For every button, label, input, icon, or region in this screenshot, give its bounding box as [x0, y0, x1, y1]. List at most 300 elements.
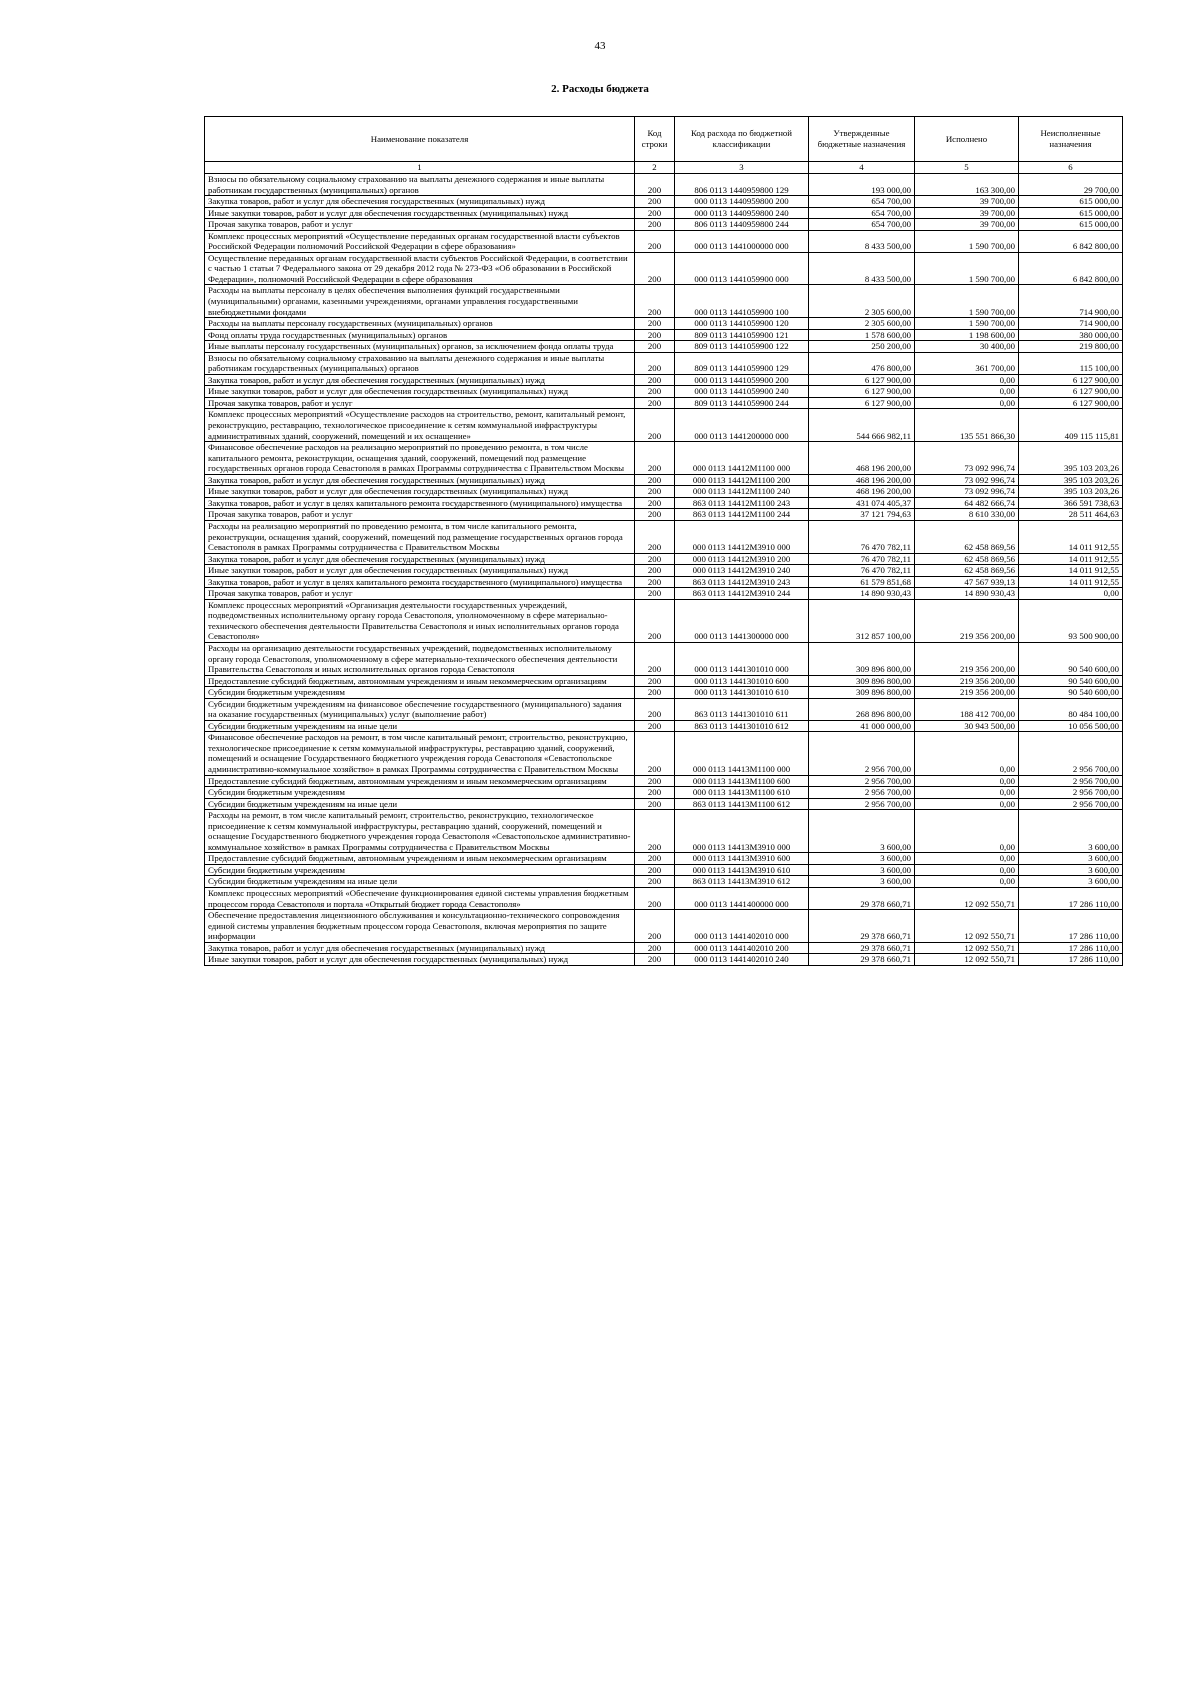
row-approved-cell: 3 600,00 [809, 810, 915, 853]
table-row [205, 599, 1123, 642]
row-name-cell: Иные закупки товаров, работ и услуг для обеспечения государственных (муниципальных) нужд [205, 954, 635, 966]
row-line-code-cell: 200 [635, 553, 675, 565]
row-line-code-cell: 200 [635, 942, 675, 954]
row-line-code-cell: 200 [635, 352, 675, 374]
row-classification-code-cell: 000 0113 14412M1100 200 [675, 474, 809, 486]
row-unexecuted-cell: 2 956 700,00 [1019, 787, 1123, 799]
table-row [205, 732, 1123, 775]
row-unexecuted-cell: 6 842 800,00 [1019, 252, 1123, 285]
table-row [205, 207, 1123, 219]
table-row [205, 374, 1123, 386]
row-classification-code-cell: 000 0113 1440959800 240 [675, 207, 809, 219]
row-approved-cell: 193 000,00 [809, 174, 915, 196]
row-approved-cell: 14 890 930,43 [809, 588, 915, 600]
row-executed-cell: 12 092 550,71 [915, 888, 1019, 910]
section-title: 2. Расходы бюджета [551, 83, 649, 95]
table-header-row [205, 117, 1123, 162]
table-row [205, 252, 1123, 285]
row-unexecuted-cell: 714 900,00 [1019, 318, 1123, 330]
table-row [205, 787, 1123, 799]
table-row [205, 497, 1123, 509]
row-line-code-cell: 200 [635, 876, 675, 888]
row-approved-cell: 468 196 200,00 [809, 474, 915, 486]
row-name-cell: Субсидии бюджетным учреждениям на иные цели [205, 720, 635, 732]
row-approved-cell: 3 600,00 [809, 864, 915, 876]
row-executed-cell: 73 092 996,74 [915, 474, 1019, 486]
table-row [205, 888, 1123, 910]
row-executed-cell: 361 700,00 [915, 352, 1019, 374]
row-unexecuted-cell: 714 900,00 [1019, 285, 1123, 318]
table-row [205, 698, 1123, 720]
row-name-cell: Субсидии бюджетным учреждениям [205, 687, 635, 699]
row-name-cell: Расходы на выплаты персоналу государственных (муниципальных) органов [205, 318, 635, 330]
row-line-code-cell: 200 [635, 642, 675, 675]
row-line-code-cell: 200 [635, 497, 675, 509]
row-unexecuted-cell: 6 127 900,00 [1019, 374, 1123, 386]
row-executed-cell: 39 700,00 [915, 219, 1019, 231]
row-line-code-cell: 200 [635, 853, 675, 865]
row-executed-cell: 39 700,00 [915, 196, 1019, 208]
row-approved-cell: 2 956 700,00 [809, 798, 915, 810]
row-classification-code-cell: 000 0113 14412M1100 000 [675, 442, 809, 475]
row-unexecuted-cell: 93 500 900,00 [1019, 599, 1123, 642]
row-line-code-cell: 200 [635, 698, 675, 720]
table-row [205, 196, 1123, 208]
row-unexecuted-cell: 17 286 110,00 [1019, 954, 1123, 966]
table-row [205, 798, 1123, 810]
row-unexecuted-cell: 90 540 600,00 [1019, 687, 1123, 699]
table-row [205, 954, 1123, 966]
row-executed-cell: 12 092 550,71 [915, 942, 1019, 954]
row-line-code-cell: 200 [635, 864, 675, 876]
row-name-cell: Иные выплаты персоналу государственных (муниципальных) органов, за исключением фонда оплаты труда [205, 341, 635, 353]
row-unexecuted-cell: 219 800,00 [1019, 341, 1123, 353]
row-name-cell: Закупка товаров, работ и услуг для обеспечения государственных (муниципальных) нужд [205, 374, 635, 386]
row-approved-cell: 29 378 660,71 [809, 942, 915, 954]
row-name-cell: Закупка товаров, работ и услуг в целях капитального ремонта государственного (муниципального) имущества [205, 576, 635, 588]
row-classification-code-cell: 806 0113 1440959800 244 [675, 219, 809, 231]
row-classification-code-cell: 000 0113 1440959800 200 [675, 196, 809, 208]
row-name-cell: Закупка товаров, работ и услуг для обеспечения государственных (муниципальных) нужд [205, 553, 635, 565]
row-classification-code-cell: 809 0113 1441059900 244 [675, 397, 809, 409]
row-name-cell: Прочая закупка товаров, работ и услуг [205, 219, 635, 231]
row-name-cell: Субсидии бюджетным учреждениям на иные цели [205, 798, 635, 810]
row-approved-cell: 654 700,00 [809, 196, 915, 208]
row-approved-cell: 544 666 982,11 [809, 409, 915, 442]
row-line-code-cell: 200 [635, 474, 675, 486]
row-unexecuted-cell: 115 100,00 [1019, 352, 1123, 374]
table-row [205, 285, 1123, 318]
row-executed-cell: 0,00 [915, 397, 1019, 409]
row-line-code-cell: 200 [635, 207, 675, 219]
row-approved-cell: 76 470 782,11 [809, 553, 915, 565]
row-classification-code-cell: 000 0113 1441059900 240 [675, 386, 809, 398]
table-row [205, 576, 1123, 588]
row-name-cell: Предоставление субсидий бюджетным, автономным учреждениям и иным некоммерческим организациям [205, 675, 635, 687]
row-executed-cell: 14 890 930,43 [915, 588, 1019, 600]
row-executed-cell: 12 092 550,71 [915, 910, 1019, 943]
row-name-cell: Комплекс процессных мероприятий «Осуществление расходов на строительство, ремонт, капитальный ремонт, реконструкцию, реставрацию, технологическое присоединение к сетям коммунальной инфраструктуры административных зданий, сооружений, помещений и их оснащение» [205, 409, 635, 442]
row-approved-cell: 3 600,00 [809, 853, 915, 865]
row-line-code-cell: 200 [635, 252, 675, 285]
row-line-code-cell: 200 [635, 174, 675, 196]
row-executed-cell: 73 092 996,74 [915, 486, 1019, 498]
row-line-code-cell: 200 [635, 341, 675, 353]
row-classification-code-cell: 000 0113 14412M3910 200 [675, 553, 809, 565]
row-line-code-cell: 200 [635, 318, 675, 330]
row-executed-cell: 0,00 [915, 876, 1019, 888]
row-approved-cell: 6 127 900,00 [809, 374, 915, 386]
table-row [205, 474, 1123, 486]
row-classification-code-cell: 000 0113 1441059900 000 [675, 252, 809, 285]
table-row [205, 810, 1123, 853]
table-row [205, 720, 1123, 732]
row-name-cell: Комплекс процессных мероприятий «Организация деятельности государственных учреждений, подведомственных исполнительному органу города Севастополя, уполномоченному в сфере материально-технического обеспечения деятельности Правительства Севастополя и иных исполнительных органов города Севастополя» [205, 599, 635, 642]
row-line-code-cell: 200 [635, 386, 675, 398]
row-unexecuted-cell: 2 956 700,00 [1019, 798, 1123, 810]
row-executed-cell: 73 092 996,74 [915, 442, 1019, 475]
row-unexecuted-cell: 80 484 100,00 [1019, 698, 1123, 720]
header-executed: Исполнено [915, 117, 1019, 162]
row-classification-code-cell: 000 0113 1441402010 200 [675, 942, 809, 954]
row-executed-cell: 30 400,00 [915, 341, 1019, 353]
table-row [205, 486, 1123, 498]
row-name-cell: Комплекс процессных мероприятий «Обеспечение функционирования единой системы управления бюджетным процессом города Севастополя и портала «Открытый бюджет города Севастополя» [205, 888, 635, 910]
row-approved-cell: 654 700,00 [809, 207, 915, 219]
row-executed-cell: 1 590 700,00 [915, 230, 1019, 252]
row-line-code-cell: 200 [635, 888, 675, 910]
row-unexecuted-cell: 409 115 115,81 [1019, 409, 1123, 442]
row-name-cell: Фонд оплаты труда государственных (муниципальных) органов [205, 329, 635, 341]
row-classification-code-cell: 000 0113 1441301010 600 [675, 675, 809, 687]
row-name-cell: Предоставление субсидий бюджетным, автономным учреждениям и иным некоммерческим организациям [205, 775, 635, 787]
row-unexecuted-cell: 29 700,00 [1019, 174, 1123, 196]
row-executed-cell: 8 610 330,00 [915, 509, 1019, 521]
column-number-row [205, 162, 1123, 174]
row-line-code-cell: 200 [635, 810, 675, 853]
table-row [205, 318, 1123, 330]
row-unexecuted-cell: 6 842 800,00 [1019, 230, 1123, 252]
row-approved-cell: 268 896 800,00 [809, 698, 915, 720]
table-row [205, 397, 1123, 409]
row-name-cell: Иные закупки товаров, работ и услуг для обеспечения государственных (муниципальных) нужд [205, 565, 635, 577]
row-unexecuted-cell: 14 011 912,55 [1019, 520, 1123, 553]
row-unexecuted-cell: 3 600,00 [1019, 876, 1123, 888]
row-unexecuted-cell: 366 591 738,63 [1019, 497, 1123, 509]
row-line-code-cell: 200 [635, 565, 675, 577]
column-number: 3 [675, 162, 809, 174]
row-executed-cell: 1 198 600,00 [915, 329, 1019, 341]
row-approved-cell: 6 127 900,00 [809, 397, 915, 409]
row-line-code-cell: 200 [635, 409, 675, 442]
row-line-code-cell: 200 [635, 196, 675, 208]
row-line-code-cell: 200 [635, 687, 675, 699]
column-number: 5 [915, 162, 1019, 174]
row-name-cell: Иные закупки товаров, работ и услуг для обеспечения государственных (муниципальных) нужд [205, 386, 635, 398]
row-approved-cell: 6 127 900,00 [809, 386, 915, 398]
row-approved-cell: 312 857 100,00 [809, 599, 915, 642]
table-row [205, 341, 1123, 353]
row-executed-cell: 1 590 700,00 [915, 252, 1019, 285]
row-line-code-cell: 200 [635, 910, 675, 943]
row-unexecuted-cell: 380 000,00 [1019, 329, 1123, 341]
row-approved-cell: 29 378 660,71 [809, 954, 915, 966]
table-row [205, 687, 1123, 699]
header-unexecuted: Неисполненные назначения [1019, 117, 1123, 162]
row-unexecuted-cell: 14 011 912,55 [1019, 565, 1123, 577]
row-unexecuted-cell: 28 511 464,63 [1019, 509, 1123, 521]
row-name-cell: Иные закупки товаров, работ и услуг для обеспечения государственных (муниципальных) нужд [205, 486, 635, 498]
table-row [205, 775, 1123, 787]
row-approved-cell: 309 896 800,00 [809, 642, 915, 675]
table-row [205, 876, 1123, 888]
row-line-code-cell: 200 [635, 230, 675, 252]
row-classification-code-cell: 000 0113 14413M1100 600 [675, 775, 809, 787]
row-classification-code-cell: 000 0113 14412M3910 000 [675, 520, 809, 553]
table-row [205, 588, 1123, 600]
row-line-code-cell: 200 [635, 588, 675, 600]
row-classification-code-cell: 863 0113 14412M1100 243 [675, 497, 809, 509]
row-classification-code-cell: 000 0113 14413M1100 000 [675, 732, 809, 775]
row-executed-cell: 62 458 869,56 [915, 553, 1019, 565]
row-approved-cell: 654 700,00 [809, 219, 915, 231]
row-approved-cell: 61 579 851,68 [809, 576, 915, 588]
table-row [205, 352, 1123, 374]
row-classification-code-cell: 000 0113 14413M1100 610 [675, 787, 809, 799]
row-name-cell: Прочая закупка товаров, работ и услуг [205, 588, 635, 600]
row-unexecuted-cell: 0,00 [1019, 588, 1123, 600]
table-row [205, 442, 1123, 475]
row-unexecuted-cell: 2 956 700,00 [1019, 775, 1123, 787]
row-executed-cell: 1 590 700,00 [915, 318, 1019, 330]
row-executed-cell: 188 412 700,00 [915, 698, 1019, 720]
column-number: 2 [635, 162, 675, 174]
row-unexecuted-cell: 3 600,00 [1019, 864, 1123, 876]
row-approved-cell: 2 305 600,00 [809, 285, 915, 318]
row-name-cell: Закупка товаров, работ и услуг для обеспечения государственных (муниципальных) нужд [205, 196, 635, 208]
row-unexecuted-cell: 17 286 110,00 [1019, 942, 1123, 954]
row-line-code-cell: 200 [635, 720, 675, 732]
row-executed-cell: 0,00 [915, 775, 1019, 787]
row-unexecuted-cell: 17 286 110,00 [1019, 888, 1123, 910]
row-line-code-cell: 200 [635, 520, 675, 553]
row-executed-cell: 0,00 [915, 386, 1019, 398]
row-unexecuted-cell: 90 540 600,00 [1019, 642, 1123, 675]
row-classification-code-cell: 863 0113 14412M3910 243 [675, 576, 809, 588]
row-executed-cell: 0,00 [915, 810, 1019, 853]
row-name-cell: Финансовое обеспечение расходов на реализацию мероприятий по проведению ремонта, в том числе капитального ремонта, реконструкции, оснащения зданий, сооружений, помещений под размещение государственных органов города Севастополя в рамках Программы сотрудничества с Правительством Москвы [205, 442, 635, 475]
row-line-code-cell: 200 [635, 775, 675, 787]
row-unexecuted-cell: 3 600,00 [1019, 853, 1123, 865]
row-unexecuted-cell: 395 103 203,26 [1019, 442, 1123, 475]
row-executed-cell: 1 590 700,00 [915, 285, 1019, 318]
row-executed-cell: 12 092 550,71 [915, 954, 1019, 966]
table-row [205, 942, 1123, 954]
table-row [205, 409, 1123, 442]
row-approved-cell: 8 433 500,00 [809, 230, 915, 252]
table-row [205, 219, 1123, 231]
row-name-cell: Субсидии бюджетным учреждениям на финансовое обеспечение государственного (муниципального) задания на оказание государственных (муниципальных) услуг (выполнение работ) [205, 698, 635, 720]
row-executed-cell: 219 356 200,00 [915, 599, 1019, 642]
table-row [205, 230, 1123, 252]
table-row [205, 329, 1123, 341]
row-approved-cell: 2 305 600,00 [809, 318, 915, 330]
row-name-cell: Расходы на организацию деятельности государственных учреждений, подведомственных исполнительному органу города Севастополя, уполномоченному в сфере материально-технического обеспечения деятельности Правительства Севастополя и иных исполнительных органов города Севастополя [205, 642, 635, 675]
row-classification-code-cell: 000 0113 1441402010 240 [675, 954, 809, 966]
row-classification-code-cell: 000 0113 14413M3910 610 [675, 864, 809, 876]
row-classification-code-cell: 863 0113 14413M1100 612 [675, 798, 809, 810]
row-classification-code-cell: 000 0113 1441059900 200 [675, 374, 809, 386]
row-unexecuted-cell: 395 103 203,26 [1019, 474, 1123, 486]
table-row [205, 386, 1123, 398]
row-name-cell: Осуществление переданных органам государственной власти субъектов Российской Федерации, в соответствии с частью 1 статьи 7 Федерального закона от 29 декабря 2012 года № 273-ФЗ «Об образовании в Российской Федерации», полномочий Российской Федерации в сфере образования [205, 252, 635, 285]
row-unexecuted-cell: 14 011 912,55 [1019, 576, 1123, 588]
row-name-cell: Субсидии бюджетным учреждениям [205, 787, 635, 799]
row-line-code-cell: 200 [635, 732, 675, 775]
row-classification-code-cell: 000 0113 14413M3910 600 [675, 853, 809, 865]
row-name-cell: Финансовое обеспечение расходов на ремонт, в том числе капитальный ремонт, строительство, реконструкцию, технологическое присоединение к сетям коммунальной инфраструктуры, реставрацию зданий, сооружений, помещений и оснащение Государственного бюджетного учреждения города Севастополя «Севастопольское административно-коммунальное хозяйство» в рамках Программы сотрудничества с Правительством Москвы [205, 732, 635, 775]
row-classification-code-cell: 000 0113 14412M3910 240 [675, 565, 809, 577]
row-executed-cell: 30 943 500,00 [915, 720, 1019, 732]
table-row [205, 509, 1123, 521]
table-row [205, 565, 1123, 577]
row-unexecuted-cell: 395 103 203,26 [1019, 486, 1123, 498]
row-unexecuted-cell: 14 011 912,55 [1019, 553, 1123, 565]
row-line-code-cell: 200 [635, 954, 675, 966]
row-classification-code-cell: 863 0113 1441301010 612 [675, 720, 809, 732]
row-classification-code-cell: 000 0113 14413M3910 000 [675, 810, 809, 853]
row-executed-cell: 219 356 200,00 [915, 642, 1019, 675]
row-executed-cell: 39 700,00 [915, 207, 1019, 219]
row-executed-cell: 0,00 [915, 374, 1019, 386]
row-name-cell: Расходы на выплаты персоналу в целях обеспечения выполнения функций государственными (муниципальными) органами, казенными учреждениями, органами управления государственными внебюджетными фондами [205, 285, 635, 318]
row-line-code-cell: 200 [635, 798, 675, 810]
row-approved-cell: 2 956 700,00 [809, 775, 915, 787]
row-approved-cell: 8 433 500,00 [809, 252, 915, 285]
row-executed-cell: 47 567 939,13 [915, 576, 1019, 588]
row-name-cell: Субсидии бюджетным учреждениям на иные цели [205, 876, 635, 888]
row-line-code-cell: 200 [635, 576, 675, 588]
row-name-cell: Закупка товаров, работ и услуг для обеспечения государственных (муниципальных) нужд [205, 474, 635, 486]
row-classification-code-cell: 000 0113 14412M1100 240 [675, 486, 809, 498]
row-classification-code-cell: 806 0113 1440959800 129 [675, 174, 809, 196]
table-row [205, 864, 1123, 876]
row-unexecuted-cell: 90 540 600,00 [1019, 675, 1123, 687]
row-approved-cell: 29 378 660,71 [809, 888, 915, 910]
row-line-code-cell: 200 [635, 285, 675, 318]
row-executed-cell: 0,00 [915, 787, 1019, 799]
table-row [205, 675, 1123, 687]
table-row [205, 853, 1123, 865]
row-approved-cell: 76 470 782,11 [809, 565, 915, 577]
row-unexecuted-cell: 10 056 500,00 [1019, 720, 1123, 732]
row-name-cell: Прочая закупка товаров, работ и услуг [205, 509, 635, 521]
row-classification-code-cell: 000 0113 1441301010 610 [675, 687, 809, 699]
row-line-code-cell: 200 [635, 509, 675, 521]
row-line-code-cell: 200 [635, 329, 675, 341]
row-name-cell: Расходы на ремонт, в том числе капитальный ремонт, строительство, реконструкцию, технологическое присоединение к сетям коммунальной инфраструктуры, реставрацию зданий, сооружений, помещений и оснащение Государственного бюджетного учреждения города Севастополя «Севастопольское административно-коммунальное хозяйство» в рамках Программы сотрудничества с Правительством Москвы [205, 810, 635, 853]
row-name-cell: Предоставление субсидий бюджетным, автономным учреждениям и иным некоммерческим организациям [205, 853, 635, 865]
row-name-cell: Иные закупки товаров, работ и услуг для обеспечения государственных (муниципальных) нужд [205, 207, 635, 219]
header-name: Наименование показателя [205, 117, 635, 162]
row-classification-code-cell: 863 0113 14413M3910 612 [675, 876, 809, 888]
row-classification-code-cell: 809 0113 1441059900 122 [675, 341, 809, 353]
header-approved: Утвержденные бюджетные назначения [809, 117, 915, 162]
row-line-code-cell: 200 [635, 442, 675, 475]
row-classification-code-cell: 000 0113 1441000000 000 [675, 230, 809, 252]
row-line-code-cell: 200 [635, 787, 675, 799]
row-executed-cell: 0,00 [915, 853, 1019, 865]
row-unexecuted-cell: 3 600,00 [1019, 810, 1123, 853]
row-executed-cell: 62 458 869,56 [915, 565, 1019, 577]
row-classification-code-cell: 000 0113 1441301010 000 [675, 642, 809, 675]
row-approved-cell: 309 896 800,00 [809, 675, 915, 687]
row-executed-cell: 0,00 [915, 798, 1019, 810]
row-line-code-cell: 200 [635, 486, 675, 498]
row-line-code-cell: 200 [635, 219, 675, 231]
row-name-cell: Взносы по обязательному социальному страхованию на выплаты денежного содержания и иные выплаты работникам государственных (муниципальных) органов [205, 352, 635, 374]
row-name-cell: Закупка товаров, работ и услуг в целях капитального ремонта государственного (муниципального) имущества [205, 497, 635, 509]
row-approved-cell: 29 378 660,71 [809, 910, 915, 943]
row-unexecuted-cell: 6 127 900,00 [1019, 397, 1123, 409]
row-classification-code-cell: 863 0113 14412M3910 244 [675, 588, 809, 600]
table-row [205, 520, 1123, 553]
column-number: 6 [1019, 162, 1123, 174]
row-classification-code-cell: 863 0113 14412M1100 244 [675, 509, 809, 521]
row-executed-cell: 0,00 [915, 864, 1019, 876]
table-row [205, 642, 1123, 675]
row-unexecuted-cell: 6 127 900,00 [1019, 386, 1123, 398]
row-approved-cell: 76 470 782,11 [809, 520, 915, 553]
row-approved-cell: 1 578 600,00 [809, 329, 915, 341]
row-classification-code-cell: 000 0113 1441059900 120 [675, 318, 809, 330]
table-row [205, 910, 1123, 943]
row-approved-cell: 431 074 405,37 [809, 497, 915, 509]
row-approved-cell: 2 956 700,00 [809, 787, 915, 799]
row-line-code-cell: 200 [635, 397, 675, 409]
row-approved-cell: 309 896 800,00 [809, 687, 915, 699]
row-unexecuted-cell: 615 000,00 [1019, 219, 1123, 231]
row-approved-cell: 3 600,00 [809, 876, 915, 888]
row-name-cell: Закупка товаров, работ и услуг для обеспечения государственных (муниципальных) нужд [205, 942, 635, 954]
row-name-cell: Субсидии бюджетным учреждениям [205, 864, 635, 876]
row-executed-cell: 219 356 200,00 [915, 687, 1019, 699]
row-classification-code-cell: 000 0113 1441300000 000 [675, 599, 809, 642]
row-line-code-cell: 200 [635, 374, 675, 386]
row-approved-cell: 37 121 794,63 [809, 509, 915, 521]
row-unexecuted-cell: 17 286 110,00 [1019, 910, 1123, 943]
row-line-code-cell: 200 [635, 599, 675, 642]
row-classification-code-cell: 000 0113 1441200000 000 [675, 409, 809, 442]
row-executed-cell: 135 551 866,30 [915, 409, 1019, 442]
row-name-cell: Комплекс процессных мероприятий «Осуществление переданных органам государственной власти субъектов Российской Федерации полномочий Российской Федерации в сфере образования» [205, 230, 635, 252]
row-name-cell: Взносы по обязательному социальному страхованию на выплаты денежного содержания и иные выплаты работникам государственных (муниципальных) органов [205, 174, 635, 196]
row-name-cell: Прочая закупка товаров, работ и услуг [205, 397, 635, 409]
row-executed-cell: 62 458 869,56 [915, 520, 1019, 553]
row-classification-code-cell: 809 0113 1441059900 121 [675, 329, 809, 341]
row-classification-code-cell: 809 0113 1441059900 129 [675, 352, 809, 374]
row-unexecuted-cell: 615 000,00 [1019, 207, 1123, 219]
expenses-table [204, 116, 1123, 966]
row-approved-cell: 468 196 200,00 [809, 442, 915, 475]
table-row [205, 174, 1123, 196]
row-unexecuted-cell: 2 956 700,00 [1019, 732, 1123, 775]
row-classification-code-cell: 000 0113 1441402010 000 [675, 910, 809, 943]
row-unexecuted-cell: 615 000,00 [1019, 196, 1123, 208]
row-name-cell: Обеспечение предоставления лицензионного обслуживания и консультационно-технического сопровождения единой системы управления бюджетным процессом города Севастополя, включая мероприятия по защите информации [205, 910, 635, 943]
header-line-code: Код строки [635, 117, 675, 162]
row-name-cell: Расходы на реализацию мероприятий по проведению ремонта, в том числе капитального ремонта, реконструкции, оснащения зданий, сооружений, помещений под размещение государственных органов города Севастополя в рамках Программы сотрудничества с Правительством Москвы [205, 520, 635, 553]
